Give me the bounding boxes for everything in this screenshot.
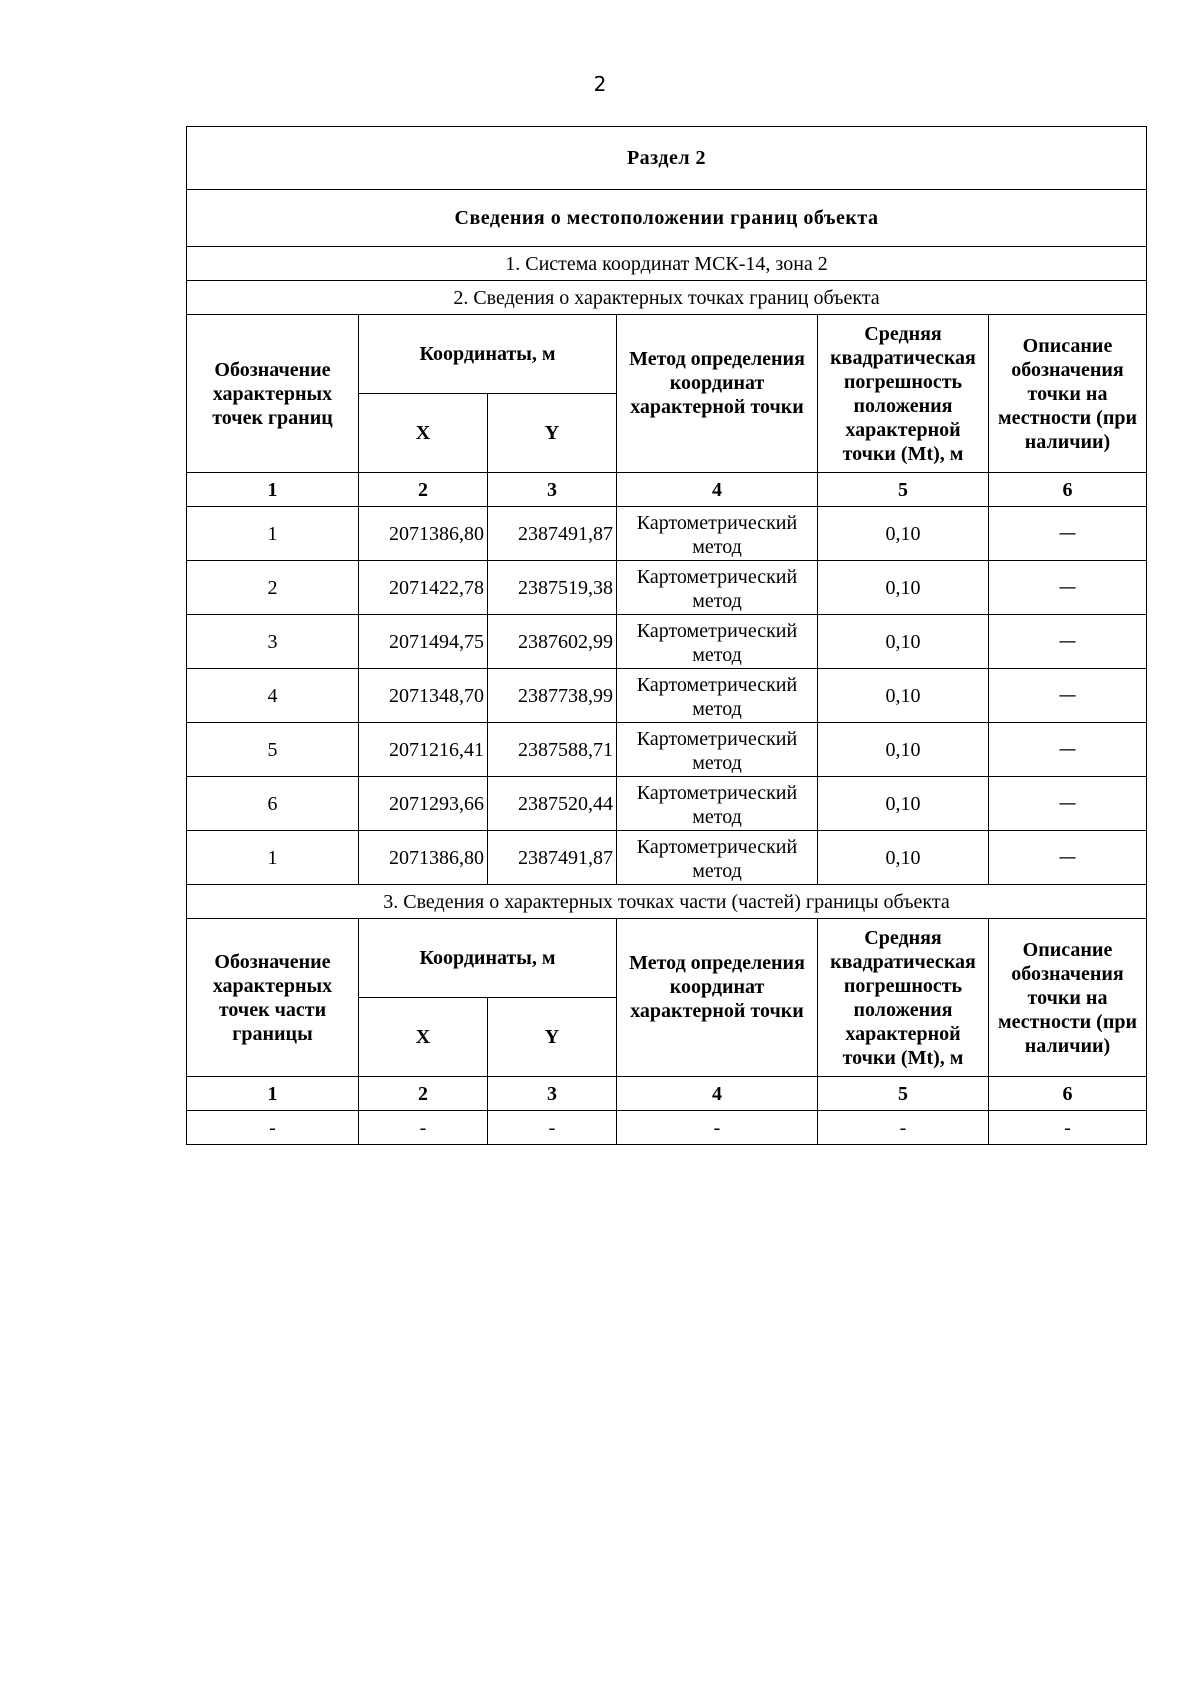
column-number: 3 — [488, 1077, 617, 1111]
table-row — [187, 1111, 1147, 1145]
table-row — [187, 561, 1147, 615]
point-y: 2387491,87 — [488, 507, 617, 561]
empty-cell: - — [488, 1111, 617, 1145]
column-number: 2 — [359, 1077, 488, 1111]
point-x: 2071216,41 — [359, 723, 488, 777]
header-coordinates: Координаты, м — [359, 919, 617, 998]
header-accuracy: Средняя квадратическая погрешность положения характерной точки (Mt), м — [818, 919, 989, 1077]
points-section-title: 2. Сведения о характерных точках границ объекта — [187, 281, 1147, 315]
point-method: Картометрический метод — [617, 831, 818, 885]
point-description: — — [989, 615, 1147, 669]
point-y: 2387588,71 — [488, 723, 617, 777]
column-numbers-row — [187, 473, 1147, 507]
point-x: 2071422,78 — [359, 561, 488, 615]
parts-section-title: 3. Сведения о характерных точках части (частей) границы объекта — [187, 885, 1147, 919]
point-method: Картометрический метод — [617, 777, 818, 831]
section-subtitle: Сведения о местоположении границ объекта — [187, 190, 1147, 247]
header-y: Y — [488, 394, 617, 473]
point-accuracy: 0,10 — [818, 615, 989, 669]
point-id: 4 — [187, 669, 359, 723]
column-number: 2 — [359, 473, 488, 507]
table-row — [187, 723, 1147, 777]
point-accuracy: 0,10 — [818, 507, 989, 561]
point-description: — — [989, 561, 1147, 615]
header-x: X — [359, 998, 488, 1077]
point-id: 3 — [187, 615, 359, 669]
point-y: 2387738,99 — [488, 669, 617, 723]
empty-cell: - — [359, 1111, 488, 1145]
header-description: Описание обозначения точки на местности (при наличии) — [989, 919, 1147, 1077]
point-accuracy: 0,10 — [818, 777, 989, 831]
point-description: — — [989, 831, 1147, 885]
page-number: 2 — [593, 72, 607, 96]
point-description: — — [989, 777, 1147, 831]
point-description: — — [989, 723, 1147, 777]
header-accuracy: Средняя квадратическая погрешность положения характерной точки (Mt), м — [818, 315, 989, 473]
column-number: 1 — [187, 473, 359, 507]
column-number: 5 — [818, 1077, 989, 1111]
point-method: Картометрический метод — [617, 507, 818, 561]
point-id: 6 — [187, 777, 359, 831]
point-x: 2071386,80 — [359, 831, 488, 885]
point-accuracy: 0,10 — [818, 561, 989, 615]
header-y: Y — [488, 998, 617, 1077]
table-row — [187, 507, 1147, 561]
table-row — [187, 777, 1147, 831]
header-method: Метод определения координат характерной точки — [617, 315, 818, 473]
point-y: 2387491,87 — [488, 831, 617, 885]
point-method: Картометрический метод — [617, 669, 818, 723]
point-id: 1 — [187, 831, 359, 885]
table-row — [187, 615, 1147, 669]
point-id: 5 — [187, 723, 359, 777]
header-method: Метод определения координат характерной точки — [617, 919, 818, 1077]
column-number: 4 — [617, 1077, 818, 1111]
empty-cell: - — [187, 1111, 359, 1145]
header-designation-parts: Обозначение характерных точек части границы — [187, 919, 359, 1077]
point-description: — — [989, 507, 1147, 561]
boundary-table — [186, 126, 1147, 1145]
point-id: 2 — [187, 561, 359, 615]
column-number: 5 — [818, 473, 989, 507]
coord-system: 1. Система координат МСК-14, зона 2 — [187, 247, 1147, 281]
column-number: 4 — [617, 473, 818, 507]
column-number: 1 — [187, 1077, 359, 1111]
header-designation: Обозначение характерных точек границ — [187, 315, 359, 473]
point-method: Картометрический метод — [617, 723, 818, 777]
empty-cell: - — [818, 1111, 989, 1145]
column-numbers-row — [187, 1077, 1147, 1111]
empty-cell: - — [989, 1111, 1147, 1145]
table-row — [187, 831, 1147, 885]
point-accuracy: 0,10 — [818, 669, 989, 723]
column-number: 3 — [488, 473, 617, 507]
column-number: 6 — [989, 1077, 1147, 1111]
point-y: 2387520,44 — [488, 777, 617, 831]
point-accuracy: 0,10 — [818, 723, 989, 777]
header-coordinates: Координаты, м — [359, 315, 617, 394]
header-x: X — [359, 394, 488, 473]
point-description: — — [989, 669, 1147, 723]
column-number: 6 — [989, 473, 1147, 507]
point-x: 2071494,75 — [359, 615, 488, 669]
header-description: Описание обозначения точки на местности (при наличии) — [989, 315, 1147, 473]
point-x: 2071348,70 — [359, 669, 488, 723]
section-title: Раздел 2 — [187, 127, 1147, 190]
point-id: 1 — [187, 507, 359, 561]
point-method: Картометрический метод — [617, 615, 818, 669]
point-accuracy: 0,10 — [818, 831, 989, 885]
table-row — [187, 669, 1147, 723]
point-x: 2071293,66 — [359, 777, 488, 831]
point-y: 2387519,38 — [488, 561, 617, 615]
empty-cell: - — [617, 1111, 818, 1145]
point-y: 2387602,99 — [488, 615, 617, 669]
point-method: Картометрический метод — [617, 561, 818, 615]
point-x: 2071386,80 — [359, 507, 488, 561]
